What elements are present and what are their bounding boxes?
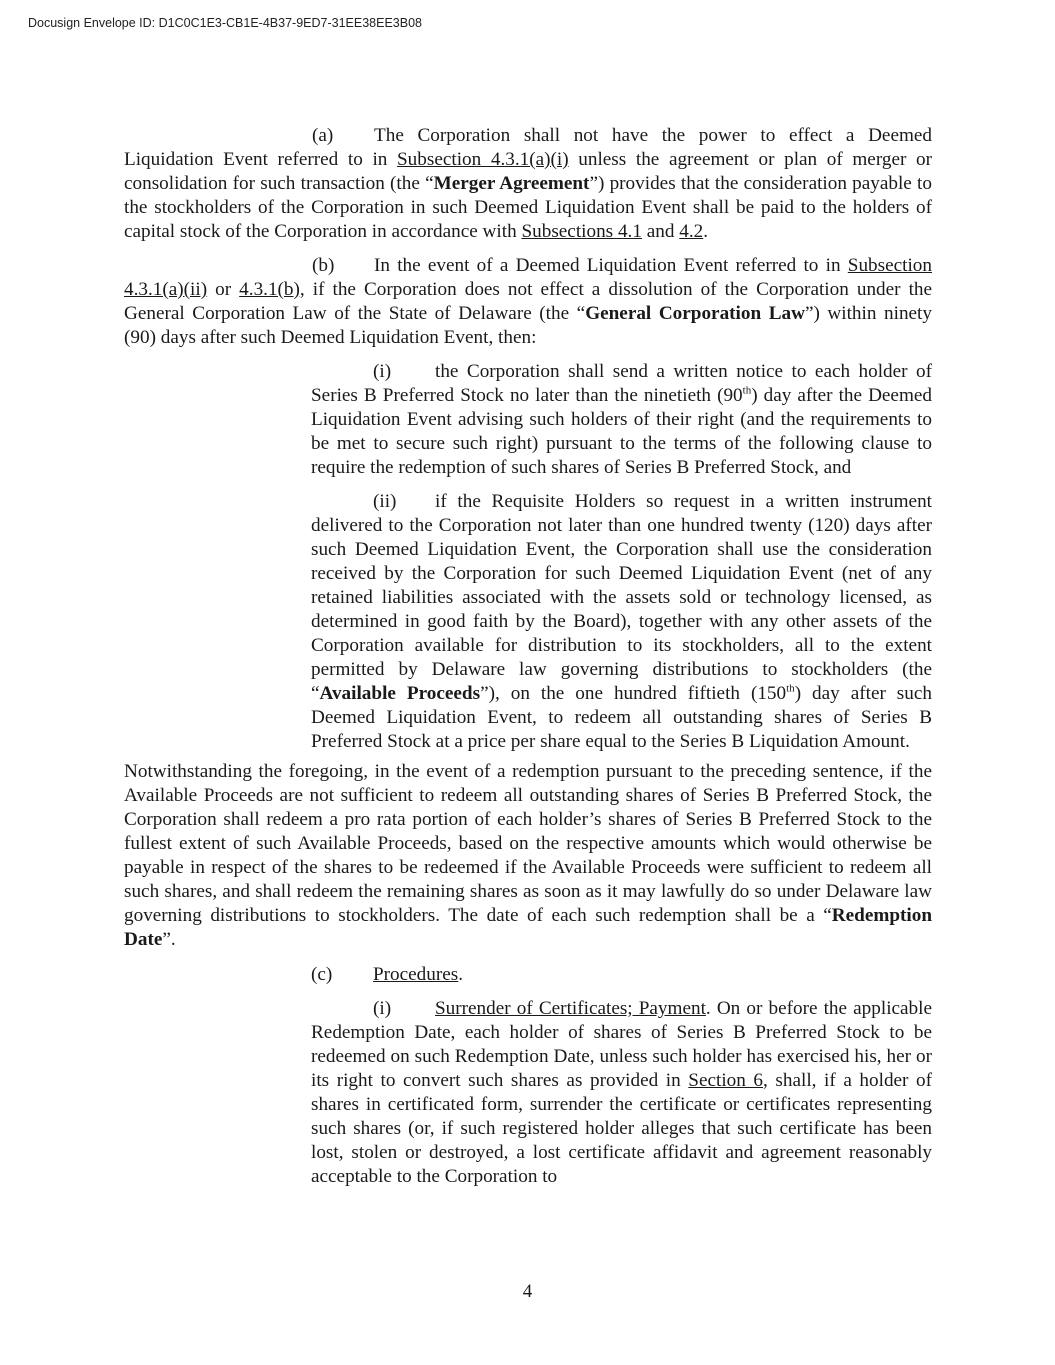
item-b-i: (i) the Corporation shall send a written notice to each holder of Series B Preferred Stock no later than the ninetieth (90th) day after the Deemed Liquidation Event advising such holders of their right (and the requirements to be met to secure such right) pursuant to the terms of the following clause to require the redemption of such shares of Series B Preferred Stock, and [311, 361, 932, 478]
defined-term: Redemption Date [124, 905, 932, 950]
defined-term: General Corporation Law [585, 303, 805, 324]
label-a: (a) [312, 125, 334, 146]
label-ii: (ii) [373, 491, 397, 512]
paragraph-b: (b) In the event of a Deemed Liquidation Event referred to in Subsection 4.3.1(a)(ii) or 4.3.1(b), if the Corporation does not effect a dissolution of the Corporation under the General Corporation Law of the State of Delaware (the “General Corporation Law”) within ninety (90) days after such Deemed Liquidation Event, then: [124, 255, 933, 348]
defined-term: Merger Agreement [433, 173, 590, 194]
subsection-ref: 4.2 [679, 221, 704, 242]
paragraph-c: (c) Procedures. [311, 964, 464, 985]
label-c: (c) [311, 964, 333, 985]
section-heading: Procedures [373, 964, 459, 985]
defined-term: Available Proceeds [319, 683, 481, 704]
label-b: (b) [312, 255, 335, 276]
item-b-ii: (ii) if the Requisite Holders so request in a written instrument delivered to the Corporation not later than one hundred twenty (120) days after such Deemed Liquidation Event, the Corporation shall use the consideration received by the Corporation for such Deemed Liquidation Event (net of any retained liabilities associated with the assets sold or technology licensed, as determined in good faith by the Board), together with any other assets of the Corporation available for distribution to its stockholders, all to the extent permitted by Delaware law governing distributions to stockholders (the “Available Proceeds”), on the one hundred fiftieth (150th) day after such Deemed Liquidation Event, to redeem all outstanding shares of Series B Preferred Stock at a price per share equal to the Series B Liquidation Amount. [311, 491, 932, 752]
label-c-i: (i) [373, 998, 392, 1019]
page-number: 4 [522, 1281, 533, 1302]
subsection-ref: Subsection 4.3.1(a)(ii) [124, 255, 932, 300]
paragraph-a: (a) The Corporation shall not have the power to effect a Deemed Liquidation Event referred to in Subsection 4.3.1(a)(i) unless the agreement or plan of merger or consolidation for such transaction (the “Merger Agreement”) provides that the consideration payable to the stockholders of the Corporation in such Deemed Liquidation Event shall be paid to the holders of capital stock of the Corporation in accordance with Subsections 4.1 and 4.2. [124, 125, 932, 242]
notwithstanding-paragraph: Notwithstanding the foregoing, in the event of a redemption pursuant to the preceding sentence, if the Available Proceeds are not sufficient to redeem all outstanding shares of Series B Preferred Stock, the Corporation shall redeem a pro rata portion of each holder’s shares of Series B Preferred Stock to the fullest extent of such Available Proceeds, based on the respective amounts which would otherwise be payable in respect of the shares to be redeemed if the Available Proceeds were sufficient to redeem all such shares, and shall redeem the remaining shares as soon as it may lawfully do so under Delaware law governing distributions to stockholders. The date of each such redemption shall be a “Redemption Date”. [124, 761, 932, 950]
document-body [124, 124, 932, 1189]
subsection-ref: Subsection 4.3.1(a)(i) [397, 149, 569, 170]
subsection-ref: Subsections 4.1 [521, 221, 642, 242]
subsection-ref: 4.3.1(b) [239, 279, 300, 300]
section-ref: Section 6 [688, 1070, 764, 1091]
envelope-id: Docusign Envelope ID: D1C0C1E3-CB1E-4B37-9ED7-31EE38EE3B08 [28, 16, 422, 30]
label-i: (i) [373, 361, 392, 382]
section-heading: Surrender of Certificates; Payment [435, 998, 706, 1019]
item-c-i: (i) Surrender of Certificates; Payment. On or before the applicable Redemption Date, each holder of shares of Series B Preferred Stock to be redeemed on such Redemption Date, unless such holder has exercised his, her or its right to convert such shares as provided in Section 6, shall, if a holder of shares in certificated form, surrender the certificate or certificates representing such shares (or, if such registered holder alleges that such certificate has been lost, stolen or destroyed, a lost certificate affidavit and agreement reasonably acceptable to the Corporation to [311, 998, 933, 1187]
